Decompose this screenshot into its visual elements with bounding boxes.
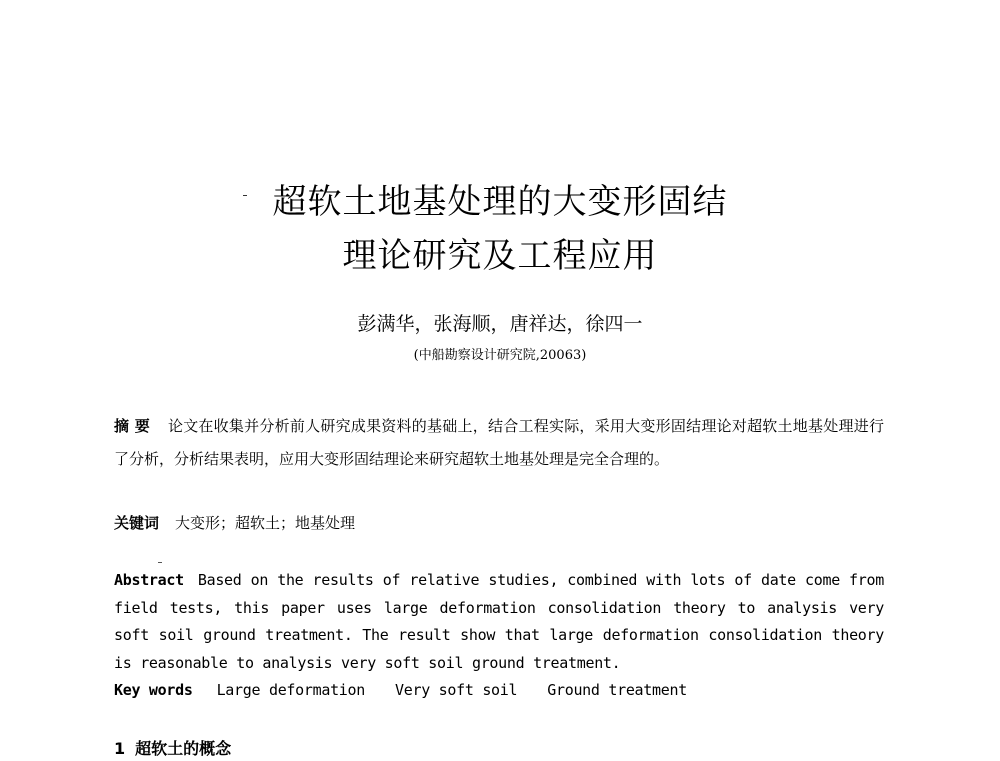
chinese-keywords-text: 大变形；超软土；地基处理 xyxy=(175,514,356,532)
chinese-abstract-label: 摘 要 xyxy=(114,417,150,435)
chinese-abstract xyxy=(114,410,884,476)
paper-title-line-2: 理论研究及工程应用 xyxy=(342,236,658,276)
keyword-item: Ground treatment xyxy=(547,681,687,699)
section-heading xyxy=(114,737,231,761)
english-abstract-text: Based on the results of relative studies, combined with lots of date come from field tests, this paper uses large deformation consolidation theory to analysis very soft soil ground treatment. The result show that large deformation consolidation theory is reasonable to analysis very soft soil ground treatment. xyxy=(114,571,884,672)
english-keywords xyxy=(114,677,884,704)
section-title: 超软土的概念 xyxy=(135,739,232,758)
english-abstract-label: Abstract xyxy=(114,571,184,589)
chinese-keywords-label: 关键词 xyxy=(114,514,160,532)
scan-artifact xyxy=(158,562,162,563)
english-abstract xyxy=(114,567,884,677)
english-keywords-label: Key words xyxy=(114,681,193,699)
keyword-item: Large deformation xyxy=(216,681,366,699)
affiliation: (中船勘察设计研究院,20063) xyxy=(413,348,587,363)
chinese-keywords xyxy=(114,508,884,538)
paper-title-line-1: 超软土地基处理的大变形固结 xyxy=(272,182,728,222)
keyword-item: Very soft soil xyxy=(395,681,518,699)
authors: 彭满华，张海顺，唐祥达，徐四一 xyxy=(357,313,643,335)
chinese-abstract-text: 论文在收集并分析前人研究成果资料的基础上，结合工程实际，采用大变形固结理论对超软土地基处理进行了分析，分析结果表明，应用大变形固结理论来研究超软土地基处理是完全合理的。 xyxy=(114,417,884,468)
section-number: 1 xyxy=(114,739,126,758)
